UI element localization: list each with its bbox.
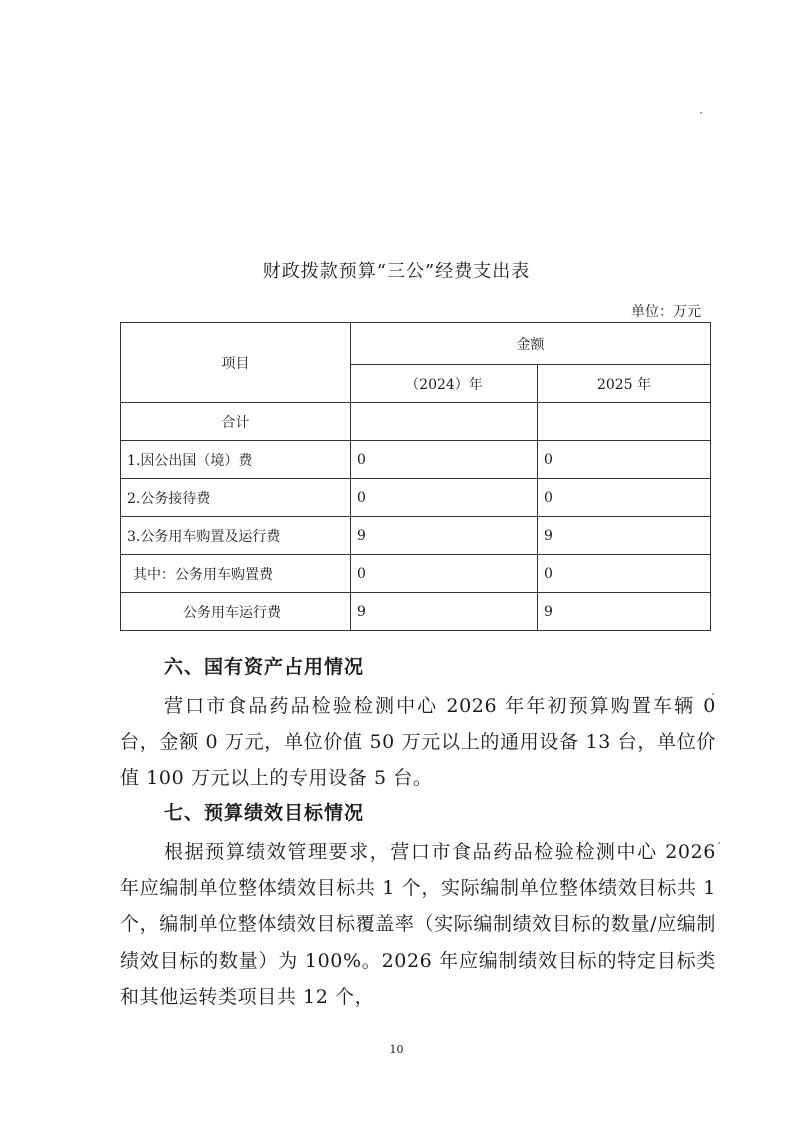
row-value-2025: 9: [538, 517, 711, 555]
header-year-2024: （2024）年: [351, 365, 538, 403]
table-row: [121, 479, 711, 517]
row-value-2025: 0: [538, 441, 711, 479]
row-value-2025: 0: [538, 555, 711, 593]
row-label: 2.公务接待费: [121, 479, 351, 517]
row-value-2024: 9: [351, 517, 538, 555]
table-row: [121, 593, 711, 631]
table-row: [121, 441, 711, 479]
section-body-assets: 营口市食品药品检验检测中心 2026 年年初预算购置车辆 0 台，金额 0 万元，单位价值 50 万元以上的通用设备 13 台，单位价值 100 万元以上的专用设备 5 台。: [120, 695, 716, 790]
table-row-total: [121, 403, 711, 441]
header-amount: 金额: [351, 323, 711, 365]
row-label: 其中：公务用车购置费: [121, 555, 351, 593]
section-body-performance: 根据预算绩效管理要求，营口市食品药品检验检测中心 2026 年应编制单位整体绩效目标共 1 个，实际编制单位整体绩效目标共 1 个，编制单位整体绩效目标覆盖率（实际编制绩效目标的数量/应编制绩效目标的数量）为 100%。2026 年应编制绩效目标的特定目标类和其他运转类项目共 12 个，: [120, 841, 716, 1008]
total-2025: [538, 403, 711, 441]
scan-speck: [700, 112, 702, 114]
section-heading-performance: 七、预算绩效目标情况: [164, 802, 365, 824]
total-label: 合计: [121, 403, 351, 441]
unit-label: 单位：万元: [631, 304, 701, 320]
row-value-2024: 0: [351, 479, 538, 517]
row-value-2024: 9: [351, 593, 538, 631]
scan-speck: [712, 693, 714, 695]
header-year-2025: 2025 年: [538, 365, 711, 403]
scan-speck: [718, 842, 720, 844]
section-heading-assets: 六、国有资产占用情况: [164, 656, 365, 678]
row-label: 1.因公出国（境）费: [121, 441, 351, 479]
row-label: 公务用车运行费: [121, 593, 351, 631]
row-value-2024: 0: [351, 555, 538, 593]
total-2024: [351, 403, 538, 441]
table-row: [121, 555, 711, 593]
row-value-2025: 0: [538, 479, 711, 517]
page-number: 10: [389, 1043, 404, 1056]
row-value-2024: 0: [351, 441, 538, 479]
header-item: 项目: [121, 323, 351, 403]
row-value-2025: 9: [538, 593, 711, 631]
three-public-expenses-table: [120, 322, 711, 631]
table-row: [121, 517, 711, 555]
row-label: 3.公务用车购置及运行费: [121, 517, 351, 555]
table-title: 财政拨款预算“三公”经费支出表: [262, 261, 531, 282]
